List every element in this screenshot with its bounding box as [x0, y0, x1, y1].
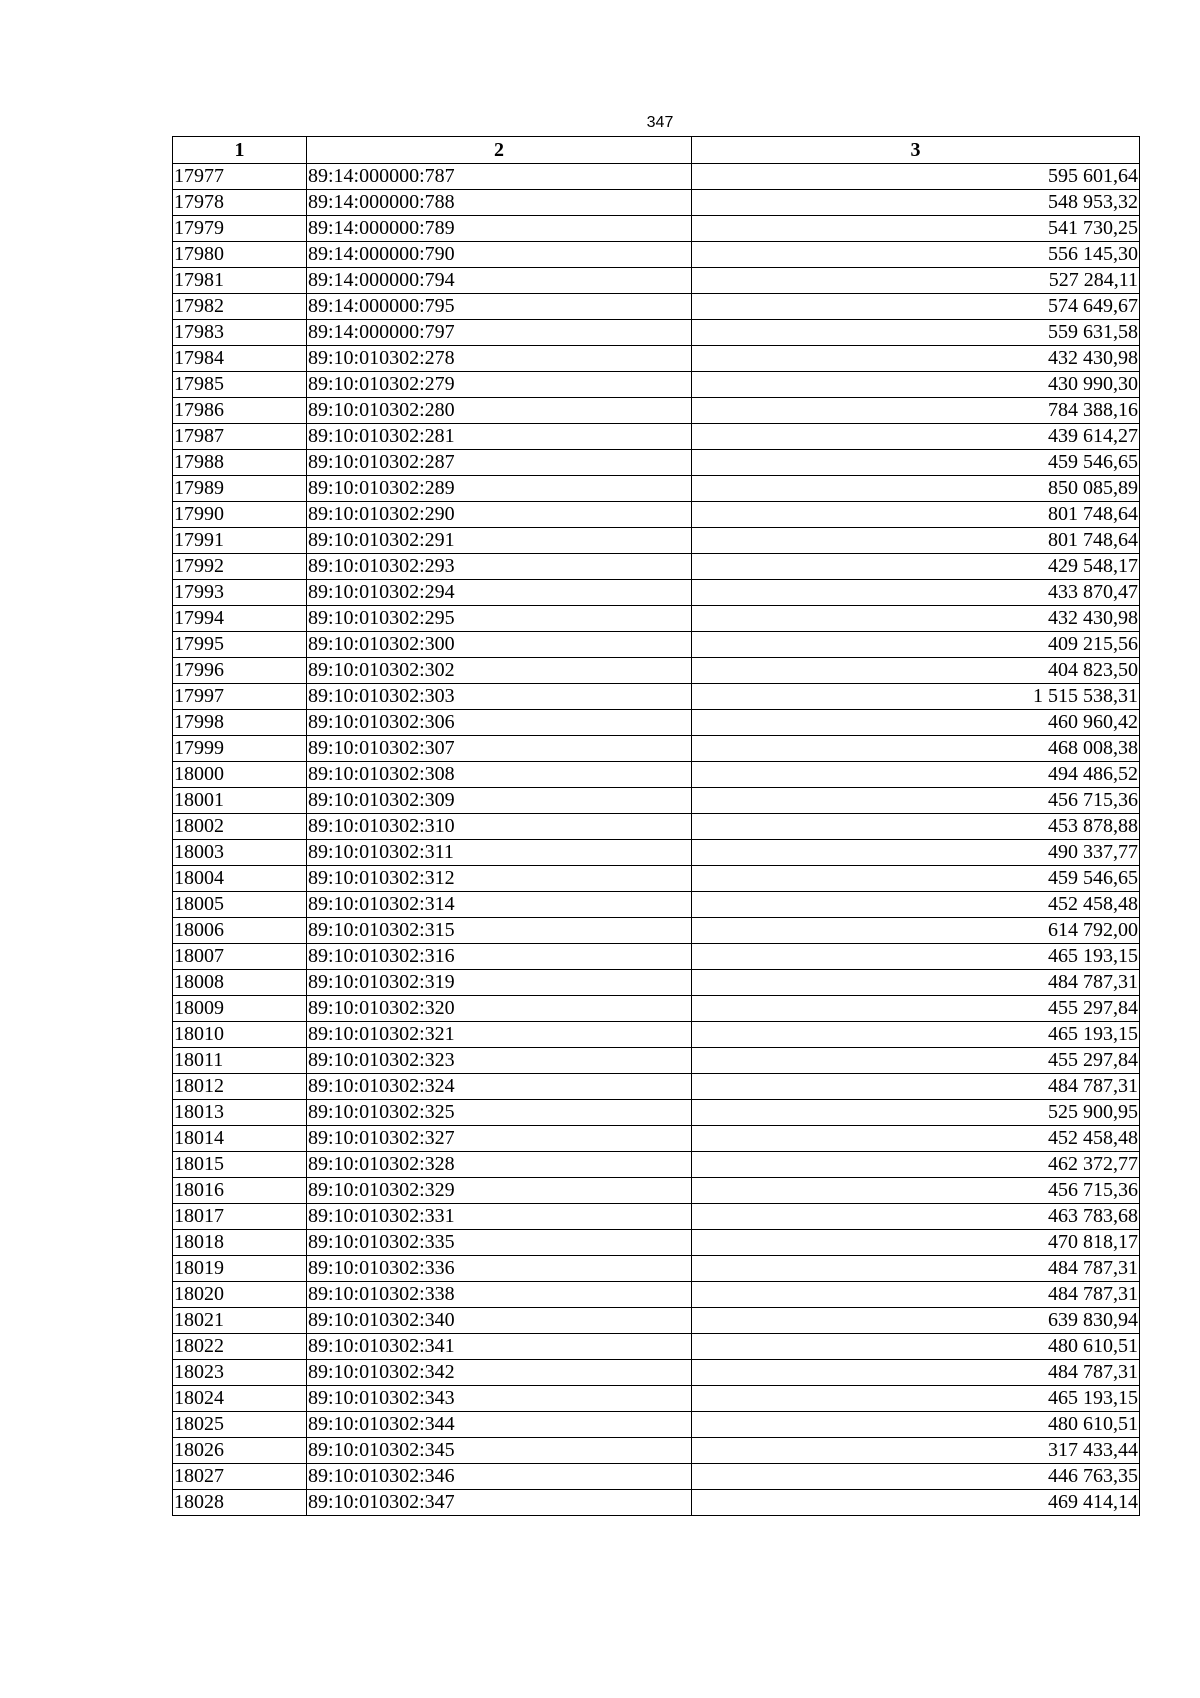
table-row: [173, 684, 1140, 710]
row-number-cell: 17996: [173, 658, 307, 684]
cadastral-number-cell: 89:10:010302:343: [307, 1386, 692, 1412]
value-cell: 784 388,16: [692, 398, 1140, 424]
table-row: [173, 1204, 1140, 1230]
value-cell: 484 787,31: [692, 970, 1140, 996]
table-row: [173, 528, 1140, 554]
row-number-cell: 18004: [173, 866, 307, 892]
table-row: [173, 1152, 1140, 1178]
cadastral-number-cell: 89:10:010302:287: [307, 450, 692, 476]
row-number-cell: 18003: [173, 840, 307, 866]
value-cell: 465 193,15: [692, 1386, 1140, 1412]
cadastral-number-cell: 89:10:010302:309: [307, 788, 692, 814]
table-row: [173, 450, 1140, 476]
value-cell: 446 763,35: [692, 1464, 1140, 1490]
table-row: [173, 866, 1140, 892]
value-cell: 595 601,64: [692, 164, 1140, 190]
table-row: [173, 944, 1140, 970]
row-number-cell: 17995: [173, 632, 307, 658]
table-row: [173, 1464, 1140, 1490]
row-number-cell: 18009: [173, 996, 307, 1022]
cadastral-number-cell: 89:10:010302:325: [307, 1100, 692, 1126]
cadastral-number-cell: 89:10:010302:278: [307, 346, 692, 372]
table-row: [173, 372, 1140, 398]
table-row: [173, 1386, 1140, 1412]
value-cell: 409 215,56: [692, 632, 1140, 658]
row-number-cell: 17982: [173, 294, 307, 320]
data-table: [172, 136, 1140, 1516]
cadastral-number-cell: 89:10:010302:321: [307, 1022, 692, 1048]
row-number-cell: 18018: [173, 1230, 307, 1256]
value-cell: 317 433,44: [692, 1438, 1140, 1464]
table-row: [173, 632, 1140, 658]
value-cell: 484 787,31: [692, 1360, 1140, 1386]
value-cell: 459 546,65: [692, 450, 1140, 476]
value-cell: 639 830,94: [692, 1308, 1140, 1334]
cadastral-number-cell: 89:10:010302:306: [307, 710, 692, 736]
table-row: [173, 580, 1140, 606]
cadastral-number-cell: 89:10:010302:316: [307, 944, 692, 970]
cadastral-number-cell: 89:10:010302:345: [307, 1438, 692, 1464]
value-cell: 452 458,48: [692, 892, 1140, 918]
cadastral-number-cell: 89:10:010302:344: [307, 1412, 692, 1438]
value-cell: 455 297,84: [692, 996, 1140, 1022]
table-row: [173, 1360, 1140, 1386]
value-cell: 490 337,77: [692, 840, 1140, 866]
cadastral-number-cell: 89:10:010302:291: [307, 528, 692, 554]
row-number-cell: 18012: [173, 1074, 307, 1100]
table-row: [173, 996, 1140, 1022]
row-number-cell: 17979: [173, 216, 307, 242]
header-row: [173, 137, 1140, 164]
cadastral-number-cell: 89:10:010302:324: [307, 1074, 692, 1100]
value-cell: 430 990,30: [692, 372, 1140, 398]
cadastral-number-cell: 89:10:010302:308: [307, 762, 692, 788]
table-row: [173, 1438, 1140, 1464]
value-cell: 469 414,14: [692, 1490, 1140, 1516]
value-cell: 556 145,30: [692, 242, 1140, 268]
cadastral-number-cell: 89:10:010302:319: [307, 970, 692, 996]
row-number-cell: 17990: [173, 502, 307, 528]
cadastral-number-cell: 89:10:010302:342: [307, 1360, 692, 1386]
row-number-cell: 18016: [173, 1178, 307, 1204]
row-number-cell: 18014: [173, 1126, 307, 1152]
table-row: [173, 658, 1140, 684]
value-cell: 455 297,84: [692, 1048, 1140, 1074]
table-row: [173, 1074, 1140, 1100]
value-cell: 465 193,15: [692, 1022, 1140, 1048]
cadastral-number-cell: 89:14:000000:797: [307, 320, 692, 346]
row-number-cell: 18028: [173, 1490, 307, 1516]
row-number-cell: 18026: [173, 1438, 307, 1464]
table-row: [173, 268, 1140, 294]
cadastral-number-cell: 89:14:000000:795: [307, 294, 692, 320]
table-row: [173, 892, 1140, 918]
cadastral-number-cell: 89:10:010302:327: [307, 1126, 692, 1152]
cadastral-number-cell: 89:10:010302:329: [307, 1178, 692, 1204]
table-row: [173, 970, 1140, 996]
cadastral-number-cell: 89:10:010302:340: [307, 1308, 692, 1334]
table-row: [173, 606, 1140, 632]
table-row: [173, 346, 1140, 372]
value-cell: 1 515 538,31: [692, 684, 1140, 710]
row-number-cell: 17998: [173, 710, 307, 736]
cadastral-number-cell: 89:10:010302:336: [307, 1256, 692, 1282]
row-number-cell: 18015: [173, 1152, 307, 1178]
column-header-2: 2: [307, 137, 692, 164]
table-row: [173, 788, 1140, 814]
table-row: [173, 1126, 1140, 1152]
table-row: [173, 242, 1140, 268]
row-number-cell: 18011: [173, 1048, 307, 1074]
value-cell: 480 610,51: [692, 1334, 1140, 1360]
cadastral-number-cell: 89:10:010302:289: [307, 476, 692, 502]
cadastral-number-cell: 89:10:010302:335: [307, 1230, 692, 1256]
cadastral-number-cell: 89:10:010302:295: [307, 606, 692, 632]
value-cell: 527 284,11: [692, 268, 1140, 294]
value-cell: 468 008,38: [692, 736, 1140, 762]
value-cell: 850 085,89: [692, 476, 1140, 502]
row-number-cell: 17980: [173, 242, 307, 268]
table-row: [173, 1308, 1140, 1334]
cadastral-number-cell: 89:14:000000:787: [307, 164, 692, 190]
row-number-cell: 17978: [173, 190, 307, 216]
value-cell: 465 193,15: [692, 944, 1140, 970]
cadastral-number-cell: 89:10:010302:328: [307, 1152, 692, 1178]
cadastral-number-cell: 89:14:000000:789: [307, 216, 692, 242]
row-number-cell: 17981: [173, 268, 307, 294]
row-number-cell: 18000: [173, 762, 307, 788]
value-cell: 548 953,32: [692, 190, 1140, 216]
column-header-1: 1: [173, 137, 307, 164]
value-cell: 480 610,51: [692, 1412, 1140, 1438]
cadastral-number-cell: 89:10:010302:312: [307, 866, 692, 892]
row-number-cell: 18013: [173, 1100, 307, 1126]
cadastral-number-cell: 89:10:010302:315: [307, 918, 692, 944]
value-cell: 459 546,65: [692, 866, 1140, 892]
table-row: [173, 294, 1140, 320]
value-cell: 559 631,58: [692, 320, 1140, 346]
cadastral-number-cell: 89:10:010302:323: [307, 1048, 692, 1074]
row-number-cell: 18021: [173, 1308, 307, 1334]
value-cell: 439 614,27: [692, 424, 1140, 450]
value-cell: 433 870,47: [692, 580, 1140, 606]
cadastral-number-cell: 89:10:010302:290: [307, 502, 692, 528]
table-row: [173, 1490, 1140, 1516]
value-cell: 801 748,64: [692, 502, 1140, 528]
value-cell: 452 458,48: [692, 1126, 1140, 1152]
row-number-cell: 18022: [173, 1334, 307, 1360]
row-number-cell: 17994: [173, 606, 307, 632]
value-cell: 429 548,17: [692, 554, 1140, 580]
table-header: [173, 137, 1140, 164]
row-number-cell: 18024: [173, 1386, 307, 1412]
table-row: [173, 554, 1140, 580]
row-number-cell: 17999: [173, 736, 307, 762]
row-number-cell: 18006: [173, 918, 307, 944]
cadastral-number-cell: 89:10:010302:303: [307, 684, 692, 710]
table-row: [173, 814, 1140, 840]
value-cell: 453 878,88: [692, 814, 1140, 840]
table-row: [173, 320, 1140, 346]
value-cell: 494 486,52: [692, 762, 1140, 788]
row-number-cell: 18023: [173, 1360, 307, 1386]
row-number-cell: 17984: [173, 346, 307, 372]
table-row: [173, 190, 1140, 216]
row-number-cell: 18027: [173, 1464, 307, 1490]
cadastral-number-cell: 89:10:010302:314: [307, 892, 692, 918]
table-row: [173, 424, 1140, 450]
row-number-cell: 17977: [173, 164, 307, 190]
row-number-cell: 17986: [173, 398, 307, 424]
value-cell: 456 715,36: [692, 788, 1140, 814]
page-number: 347: [646, 114, 674, 131]
value-cell: 484 787,31: [692, 1074, 1140, 1100]
cadastral-number-cell: 89:10:010302:338: [307, 1282, 692, 1308]
table-row: [173, 1412, 1140, 1438]
value-cell: 484 787,31: [692, 1256, 1140, 1282]
value-cell: 541 730,25: [692, 216, 1140, 242]
row-number-cell: 18010: [173, 1022, 307, 1048]
row-number-cell: 18005: [173, 892, 307, 918]
table-row: [173, 216, 1140, 242]
cadastral-number-cell: 89:10:010302:341: [307, 1334, 692, 1360]
table-row: [173, 1230, 1140, 1256]
row-number-cell: 18007: [173, 944, 307, 970]
cadastral-number-cell: 89:14:000000:790: [307, 242, 692, 268]
cadastral-number-cell: 89:10:010302:331: [307, 1204, 692, 1230]
table-row: [173, 710, 1140, 736]
value-cell: 456 715,36: [692, 1178, 1140, 1204]
table-row: [173, 736, 1140, 762]
cadastral-number-cell: 89:10:010302:320: [307, 996, 692, 1022]
table-row: [173, 1282, 1140, 1308]
row-number-cell: 17983: [173, 320, 307, 346]
cadastral-number-cell: 89:10:010302:307: [307, 736, 692, 762]
row-number-cell: 18002: [173, 814, 307, 840]
row-number-cell: 17989: [173, 476, 307, 502]
row-number-cell: 18001: [173, 788, 307, 814]
table-row: [173, 1048, 1140, 1074]
row-number-cell: 18017: [173, 1204, 307, 1230]
value-cell: 462 372,77: [692, 1152, 1140, 1178]
table-body: [173, 164, 1140, 1516]
table-row: [173, 398, 1140, 424]
row-number-cell: 18020: [173, 1282, 307, 1308]
value-cell: 525 900,95: [692, 1100, 1140, 1126]
row-number-cell: 17988: [173, 450, 307, 476]
cadastral-number-cell: 89:10:010302:302: [307, 658, 692, 684]
value-cell: 801 748,64: [692, 528, 1140, 554]
row-number-cell: 17985: [173, 372, 307, 398]
cadastral-number-cell: 89:10:010302:310: [307, 814, 692, 840]
cadastral-number-cell: 89:10:010302:294: [307, 580, 692, 606]
cadastral-number-cell: 89:10:010302:346: [307, 1464, 692, 1490]
row-number-cell: 17991: [173, 528, 307, 554]
row-number-cell: 18025: [173, 1412, 307, 1438]
cadastral-number-cell: 89:14:000000:794: [307, 268, 692, 294]
cadastral-number-cell: 89:10:010302:280: [307, 398, 692, 424]
value-cell: 432 430,98: [692, 606, 1140, 632]
row-number-cell: 17993: [173, 580, 307, 606]
table-row: [173, 762, 1140, 788]
table-row: [173, 164, 1140, 190]
cadastral-number-cell: 89:10:010302:311: [307, 840, 692, 866]
cadastral-number-cell: 89:10:010302:279: [307, 372, 692, 398]
table-row: [173, 840, 1140, 866]
value-cell: 460 960,42: [692, 710, 1140, 736]
table-row: [173, 1100, 1140, 1126]
value-cell: 614 792,00: [692, 918, 1140, 944]
cadastral-number-cell: 89:14:000000:788: [307, 190, 692, 216]
row-number-cell: 18008: [173, 970, 307, 996]
value-cell: 470 818,17: [692, 1230, 1140, 1256]
cadastral-number-cell: 89:10:010302:293: [307, 554, 692, 580]
row-number-cell: 17987: [173, 424, 307, 450]
table-row: [173, 1334, 1140, 1360]
table-row: [173, 502, 1140, 528]
cadastral-number-cell: 89:10:010302:347: [307, 1490, 692, 1516]
table-row: [173, 918, 1140, 944]
row-number-cell: 17992: [173, 554, 307, 580]
value-cell: 484 787,31: [692, 1282, 1140, 1308]
value-cell: 404 823,50: [692, 658, 1140, 684]
row-number-cell: 18019: [173, 1256, 307, 1282]
cadastral-number-cell: 89:10:010302:300: [307, 632, 692, 658]
cadastral-number-cell: 89:10:010302:281: [307, 424, 692, 450]
value-cell: 574 649,67: [692, 294, 1140, 320]
value-cell: 463 783,68: [692, 1204, 1140, 1230]
row-number-cell: 17997: [173, 684, 307, 710]
table-row: [173, 1178, 1140, 1204]
table-row: [173, 476, 1140, 502]
table-row: [173, 1256, 1140, 1282]
column-header-3: 3: [692, 137, 1140, 164]
table-row: [173, 1022, 1140, 1048]
value-cell: 432 430,98: [692, 346, 1140, 372]
